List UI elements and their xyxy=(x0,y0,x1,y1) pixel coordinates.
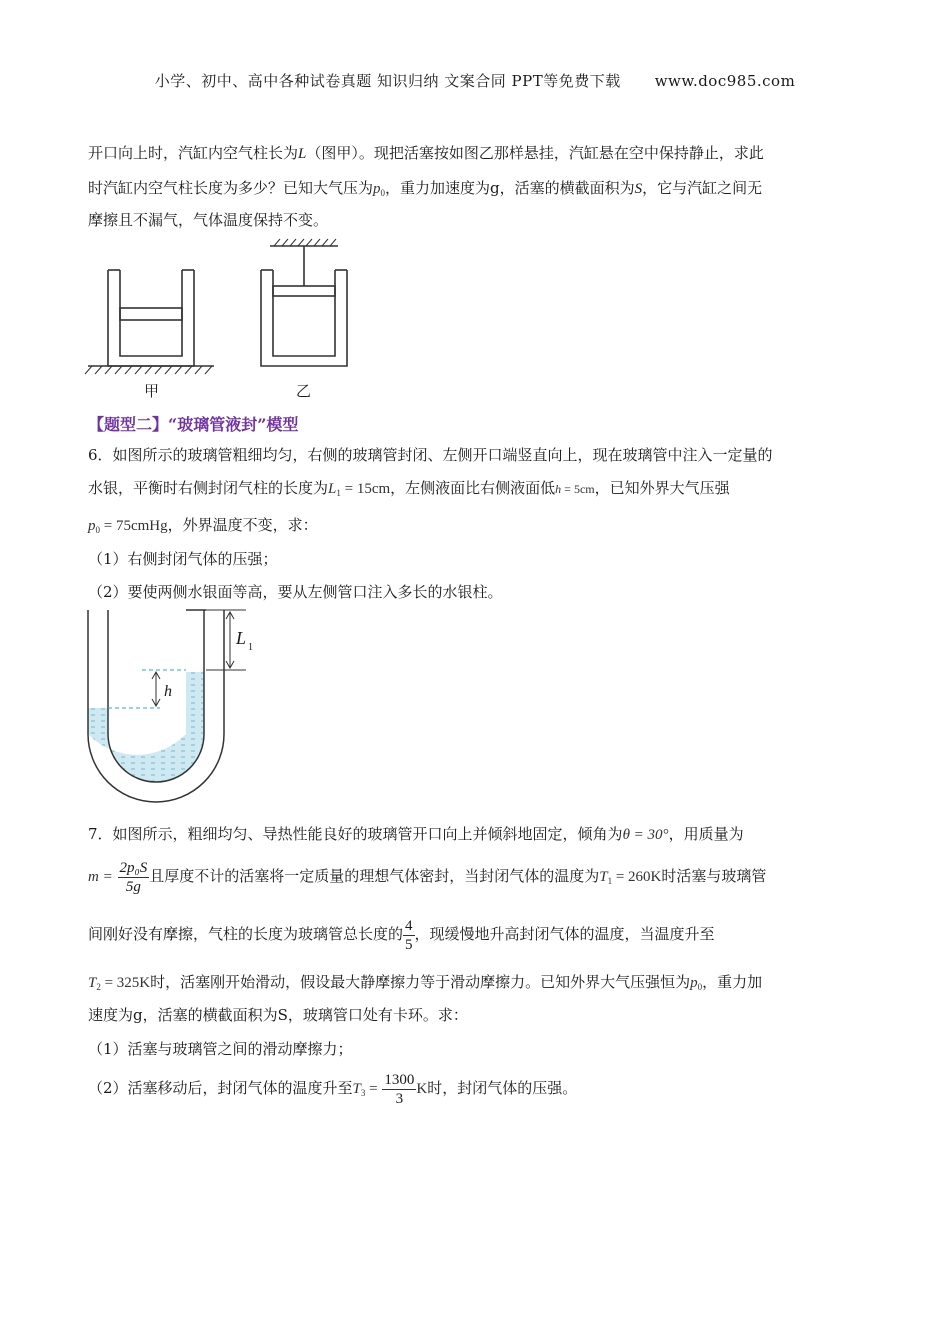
q6-sub-1: （1）右侧封闭气体的压强； xyxy=(88,550,278,568)
u-tube-figure xyxy=(80,604,260,814)
label-yi: 乙 xyxy=(296,382,312,400)
header-site[interactable]: www.doc985.com xyxy=(654,72,796,90)
header-text: 小学、初中、高中各种试卷真题 知识归纳 文案合同 PPT等免费下载 xyxy=(154,72,621,90)
q7-sub-1: （1）活塞与玻璃管之间的滑动摩擦力； xyxy=(88,1040,353,1058)
q6-sub-2: （2）要使两侧水银面等高，要从左侧管口注入多长的水银柱。 xyxy=(88,583,503,601)
prev-line-1: 开口向上时，汽缸内空气柱长为L（图甲）。现把活塞按如图乙那样悬挂，汽缸悬在空中保持静止，求此 xyxy=(88,144,764,162)
section-title: 【题型二】“玻璃管液封”模型 xyxy=(88,415,299,434)
label-h: h xyxy=(164,683,172,700)
prev-line-2: 时汽缸内空气柱长度为多少？已知大气压为$p_0$，重力加速度为g，活塞的横截面积为S，它与汽缸之间无 xyxy=(88,179,763,198)
mercury-liquid xyxy=(88,672,204,782)
page-header xyxy=(0,70,950,91)
q7-line-4: $T_2 = 325K$时，活塞刚开始滑动，假设最大静摩擦力等于滑动摩擦力。已知外界大气压强恒为$p_0$，重力加 xyxy=(88,973,763,992)
cylinder-figures xyxy=(80,238,380,408)
q6-line-1: 6．如图所示的玻璃管粗细均匀，右侧的玻璃管封闭、左侧开口端竖直向上，现在玻璃管中注入一定量的 xyxy=(88,446,773,464)
fraction-4-5: $\frac{4}{5}$ xyxy=(405,917,413,953)
q7-sub-2: （2）活塞移动后，封闭气体的温度升至$T_3$ = $\frac{1300}{3}$ K时，封闭气体的压强。 xyxy=(88,1071,578,1107)
label-L1-sub: 1 xyxy=(248,642,253,653)
q6-line-2: 水银，平衡时右侧封闭气柱的长度为$L_1 = 15cm$，左侧液面比右侧液面低h = 5cm，已知外界大气压强 xyxy=(88,479,730,498)
q7-line-5: 速度为g，活塞的横截面积为S，玻璃管口处有卡环。求： xyxy=(88,1006,468,1024)
figure-yi xyxy=(261,239,347,366)
fraction-1300-3: $\frac{1300}{3}$ xyxy=(384,1071,415,1107)
q6-line-3: $p_0$ = 75cmHg，外界温度不变，求： xyxy=(88,516,318,535)
label-L1: L xyxy=(236,628,247,648)
q7-line-2: m = $\frac{\text{2p₀S}}{5g}$ 且厚度不计的活塞将一定质量的理想气体密封，当封闭气体的温度为$T_1 = 260K$时活塞与玻璃管 xyxy=(88,859,767,895)
prev-line-3: 摩擦且不漏气，气体温度保持不变。 xyxy=(88,211,329,229)
q7-line-1: 7．如图所示，粗细均匀、导热性能良好的玻璃管开口向上并倾斜地固定，倾角为θ = 30°，用质量为 xyxy=(88,825,744,843)
figure-jia xyxy=(85,270,214,374)
label-jia: 甲 xyxy=(144,382,160,400)
mass-fraction: $\frac{\text{2p₀S}}{5g}$ xyxy=(119,859,148,895)
q7-line-3: 间刚好没有摩擦，气柱的长度为玻璃管总长度的 $\frac{4}{5}$ ，现缓慢地升高封闭气体的温度，当温度升至 xyxy=(88,917,715,953)
